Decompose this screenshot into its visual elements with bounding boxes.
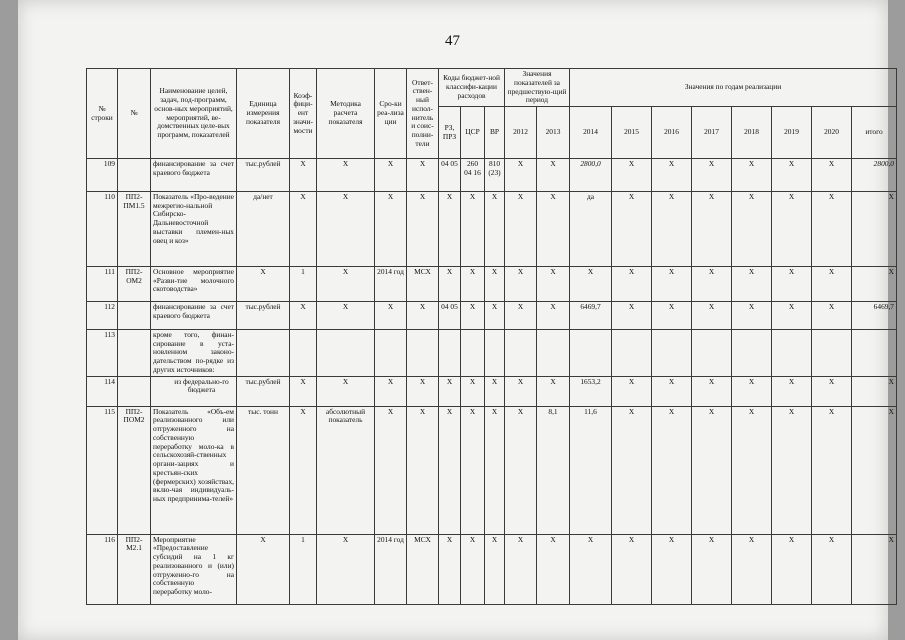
row-number: 111 — [87, 267, 118, 302]
row-value-2015: X — [612, 159, 652, 192]
header-code: № — [118, 69, 151, 159]
row-coefficient: X — [290, 376, 317, 406]
row-rz — [439, 330, 461, 377]
row-responsible: X — [407, 376, 439, 406]
row-csr: X — [461, 534, 485, 604]
header-year-2014: 2014 — [570, 107, 612, 159]
table-row — [87, 302, 897, 330]
row-coefficient: 1 — [290, 267, 317, 302]
row-value-2017 — [692, 330, 732, 377]
row-value-2012: X — [505, 159, 537, 192]
row-unit: тыс.рублей — [237, 159, 290, 192]
row-csr: X — [461, 192, 485, 267]
row-method: X — [317, 302, 375, 330]
row-terms — [375, 330, 407, 377]
row-csr: 260 04 16 — [461, 159, 485, 192]
row-value-2020: X — [812, 406, 852, 534]
row-value-2015: X — [612, 267, 652, 302]
row-vr: X — [485, 406, 505, 534]
row-value-2013: X — [537, 302, 570, 330]
row-value-2017: X — [692, 534, 732, 604]
header-budget-codes: Коды бюджет-ной классифи-кации расходов — [439, 69, 505, 107]
row-value-total: X — [852, 534, 897, 604]
row-code — [118, 159, 151, 192]
row-name: Показатель «Объ-ем реализованного или отгруженного на собственную переработку моло-ка в сельскохозяй-ственных органи-зациях и крестьян-ских (фермерских) хозяйствах, вклю-чая индивидуаль-ных предпринима-телей» — [151, 406, 237, 534]
row-terms: 2014 год — [375, 534, 407, 604]
row-responsible: МСХ — [407, 267, 439, 302]
row-terms: 2014 год — [375, 267, 407, 302]
row-rz: X — [439, 534, 461, 604]
program-indicators-table — [86, 68, 897, 605]
table-row — [87, 406, 897, 534]
row-value-2012: X — [505, 192, 537, 267]
row-value-2020: X — [812, 376, 852, 406]
row-terms: X — [375, 376, 407, 406]
row-value-2015: X — [612, 534, 652, 604]
header-total: итого — [852, 107, 897, 159]
header-year-2017: 2017 — [692, 107, 732, 159]
row-value-2018: X — [732, 376, 772, 406]
row-value-2018: X — [732, 267, 772, 302]
header-year-2019: 2019 — [772, 107, 812, 159]
row-vr: X — [485, 267, 505, 302]
row-number: 112 — [87, 302, 118, 330]
row-value-2019: X — [772, 376, 812, 406]
row-value-2020 — [812, 330, 852, 377]
row-value-total: X — [852, 406, 897, 534]
row-value-2019 — [772, 330, 812, 377]
table-row — [87, 267, 897, 302]
row-value-total — [852, 330, 897, 377]
row-value-2015: X — [612, 406, 652, 534]
row-value-2013: X — [537, 267, 570, 302]
row-rz: 04 05 — [439, 159, 461, 192]
row-name: Показатель «Про-ведение межрегио-нальной Сибирско-Дальневосточной выставки племен-ных овец и коз» — [151, 192, 237, 267]
row-rz: 04 05 — [439, 302, 461, 330]
row-value-total: X — [852, 192, 897, 267]
row-name: финансирование за счет краевого бюджета — [151, 302, 237, 330]
header-method: Методика расчета показателя — [317, 69, 375, 159]
row-csr: X — [461, 267, 485, 302]
row-value-2012 — [505, 330, 537, 377]
header-terms: Сро-ки реа-лиза ции — [375, 69, 407, 159]
row-value-2013 — [537, 330, 570, 377]
header-year-values: Значения по годам реализации — [570, 69, 897, 107]
row-value-2012: X — [505, 406, 537, 534]
row-value-2020: X — [812, 534, 852, 604]
row-value-2016: X — [652, 159, 692, 192]
row-terms: X — [375, 192, 407, 267]
row-value-2016: X — [652, 192, 692, 267]
row-coefficient: X — [290, 302, 317, 330]
row-value-2014: 1653,2 — [570, 376, 612, 406]
row-value-2018 — [732, 330, 772, 377]
header-previous-values: Значения показателей за предшествую-щий период — [505, 69, 570, 107]
row-value-2019: X — [772, 192, 812, 267]
row-method: X — [317, 192, 375, 267]
row-value-2015: X — [612, 302, 652, 330]
header-rz: РЗ, ПРЗ — [439, 107, 461, 159]
row-method: X — [317, 159, 375, 192]
row-name: из федерально-го бюджета — [151, 376, 237, 406]
row-value-2014: 11,6 — [570, 406, 612, 534]
row-responsible: X — [407, 192, 439, 267]
row-value-2018: X — [732, 406, 772, 534]
row-value-2013: X — [537, 192, 570, 267]
row-terms: X — [375, 302, 407, 330]
row-terms: X — [375, 159, 407, 192]
row-responsible: X — [407, 159, 439, 192]
header-csr: ЦСР — [461, 107, 485, 159]
row-method — [317, 330, 375, 377]
header-name: Наименование целей, задач, под-программ, основ-ных мероприятий, мероприятий, ве-домственных целе-вых программ, показателей — [151, 69, 237, 159]
table-row — [87, 330, 897, 377]
row-value-2016: X — [652, 406, 692, 534]
row-code — [118, 376, 151, 406]
row-value-2020: X — [812, 192, 852, 267]
row-coefficient — [290, 330, 317, 377]
row-value-2017: X — [692, 302, 732, 330]
row-vr — [485, 330, 505, 377]
row-vr: X — [485, 376, 505, 406]
row-value-2016: X — [652, 302, 692, 330]
row-value-2014: да — [570, 192, 612, 267]
row-method: X — [317, 534, 375, 604]
row-value-2018: X — [732, 534, 772, 604]
row-value-2015: X — [612, 192, 652, 267]
row-vr: X — [485, 192, 505, 267]
row-name: кроме того, финан-сирование в уста-новленном законо-дательством по-рядке из других источников: — [151, 330, 237, 377]
row-method: X — [317, 376, 375, 406]
header-year-2013: 2013 — [537, 107, 570, 159]
row-rz: X — [439, 376, 461, 406]
header-unit: Единица измерения показателя — [237, 69, 290, 159]
row-number: 116 — [87, 534, 118, 604]
row-value-2020: X — [812, 159, 852, 192]
table-row — [87, 159, 897, 192]
row-rz: X — [439, 267, 461, 302]
row-value-2019: X — [772, 534, 812, 604]
row-vr: X — [485, 534, 505, 604]
row-value-2017: X — [692, 376, 732, 406]
row-code — [118, 330, 151, 377]
row-value-total: 2800,0 — [852, 159, 897, 192]
row-unit: X — [237, 534, 290, 604]
row-method: X — [317, 267, 375, 302]
row-number: 109 — [87, 159, 118, 192]
row-value-2020: X — [812, 267, 852, 302]
row-name: Мероприятие «Предоставление субсидий на 1 кг реализованного и (или) отгруженно-го на собственную переработку моло- — [151, 534, 237, 604]
row-csr: X — [461, 302, 485, 330]
row-responsible: X — [407, 406, 439, 534]
header-year-2015: 2015 — [612, 107, 652, 159]
row-value-2018: X — [732, 159, 772, 192]
row-value-2012: X — [505, 267, 537, 302]
row-code — [118, 302, 151, 330]
table-row — [87, 534, 897, 604]
row-value-total: X — [852, 376, 897, 406]
row-value-2013: X — [537, 376, 570, 406]
row-number: 110 — [87, 192, 118, 267]
row-number: 113 — [87, 330, 118, 377]
row-code: ПП2-ПОМ2 — [118, 406, 151, 534]
table-row — [87, 376, 897, 406]
row-value-2017: X — [692, 267, 732, 302]
row-value-2016: X — [652, 534, 692, 604]
row-value-2019: X — [772, 267, 812, 302]
row-value-2014: 6469,7 — [570, 302, 612, 330]
row-value-2014: 2800,0 — [570, 159, 612, 192]
row-value-total: X — [852, 267, 897, 302]
row-value-2019: X — [772, 406, 812, 534]
row-coefficient: 1 — [290, 534, 317, 604]
row-value-2016: X — [652, 376, 692, 406]
row-value-2013: 8,1 — [537, 406, 570, 534]
row-value-2014: X — [570, 534, 612, 604]
row-value-total: 6469,7 — [852, 302, 897, 330]
row-code: ПП2-ПМ1.5 — [118, 192, 151, 267]
row-value-2012: X — [505, 534, 537, 604]
header-year-2020: 2020 — [812, 107, 852, 159]
row-value-2017: X — [692, 406, 732, 534]
row-responsible: X — [407, 302, 439, 330]
header-coefficient: Коэф-фици-ент значи-мости — [290, 69, 317, 159]
row-name: финансирование за счет краевого бюджета — [151, 159, 237, 192]
row-value-2020: X — [812, 302, 852, 330]
row-vr: X — [485, 302, 505, 330]
row-number: 115 — [87, 406, 118, 534]
row-value-2015 — [612, 330, 652, 377]
table-row — [87, 192, 897, 267]
row-unit: тыс. тонн — [237, 406, 290, 534]
header-year-2012: 2012 — [505, 107, 537, 159]
row-vr: 810 (23) — [485, 159, 505, 192]
row-unit: да/нет — [237, 192, 290, 267]
header-vr: ВР — [485, 107, 505, 159]
header-year-2016: 2016 — [652, 107, 692, 159]
row-rz: X — [439, 406, 461, 534]
row-coefficient: X — [290, 192, 317, 267]
row-name: Основное мероприятие «Разви-тие молочного скотоводства» — [151, 267, 237, 302]
row-code: ПП2-М2.1 — [118, 534, 151, 604]
row-value-2012: X — [505, 302, 537, 330]
row-unit: тыс.рублей — [237, 302, 290, 330]
page-number: 47 — [445, 33, 460, 49]
row-csr: X — [461, 406, 485, 534]
row-value-2012: X — [505, 376, 537, 406]
row-value-2014 — [570, 330, 612, 377]
row-value-2013: X — [537, 159, 570, 192]
row-value-2018: X — [732, 192, 772, 267]
row-coefficient: X — [290, 406, 317, 534]
row-responsible — [407, 330, 439, 377]
header-year-2018: 2018 — [732, 107, 772, 159]
row-value-2016: X — [652, 267, 692, 302]
row-responsible: МСХ — [407, 534, 439, 604]
header-responsible: Ответ-ствен-ный испол-нитель и соис-полни-тели — [407, 69, 439, 159]
row-coefficient: X — [290, 159, 317, 192]
row-value-2017: X — [692, 159, 732, 192]
row-value-2019: X — [772, 159, 812, 192]
row-unit — [237, 330, 290, 377]
row-value-2019: X — [772, 302, 812, 330]
row-value-2013: X — [537, 534, 570, 604]
row-value-2016 — [652, 330, 692, 377]
row-value-2018: X — [732, 302, 772, 330]
row-value-2014: X — [570, 267, 612, 302]
row-number: 114 — [87, 376, 118, 406]
row-terms: X — [375, 406, 407, 534]
row-method: абсолютный показатель — [317, 406, 375, 534]
row-csr — [461, 330, 485, 377]
row-rz: X — [439, 192, 461, 267]
row-unit: тыс.рублей — [237, 376, 290, 406]
row-value-2017: X — [692, 192, 732, 267]
row-csr: X — [461, 376, 485, 406]
row-code: ПП2-ОМ2 — [118, 267, 151, 302]
header-row-number: № строки — [87, 69, 118, 159]
row-value-2015: X — [612, 376, 652, 406]
row-unit: X — [237, 267, 290, 302]
